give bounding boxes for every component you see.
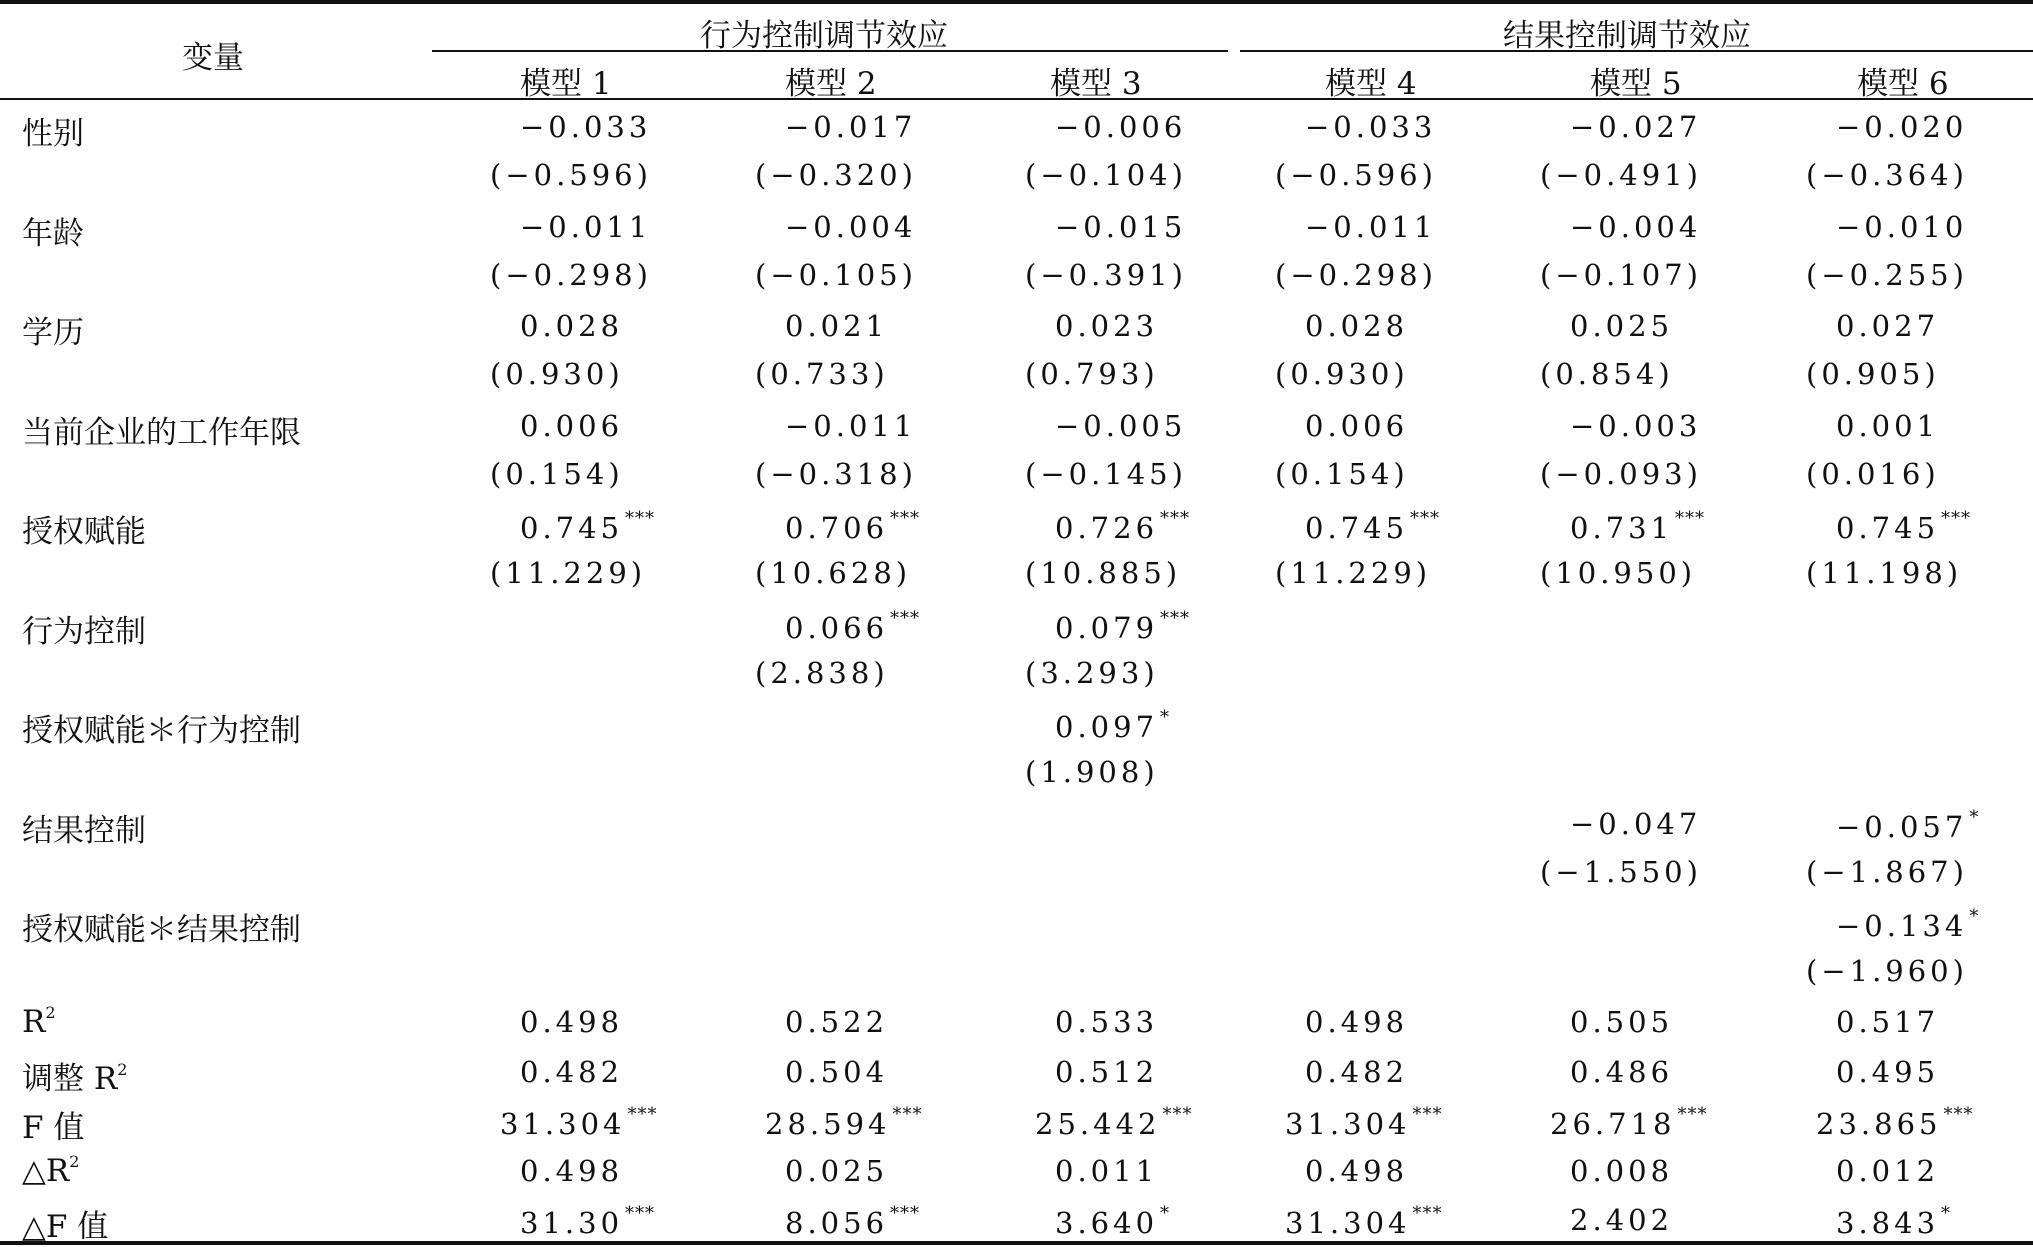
stat-cell	[1570, 1154, 1673, 1188]
coef-cell	[1570, 409, 1701, 443]
stat-label	[22, 1003, 56, 1040]
coef-cell-value: 0.706	[785, 511, 889, 545]
t-value-cell-value: (−0.093)	[1540, 456, 1702, 491]
t-value-cell-value: (0.733)	[755, 357, 889, 391]
t-value-cell-value: (−0.596)	[1275, 158, 1437, 192]
coef-cell	[1055, 409, 1186, 443]
coef-cell	[1055, 508, 1190, 545]
t-value-cell	[1025, 457, 1187, 491]
coef-cell-value: −0.006	[1055, 110, 1187, 144]
t-value-cell-value: (0.905)	[1806, 357, 1940, 391]
t-value-cell-value: (−0.104)	[1025, 158, 1187, 192]
stat-cell-value: 23.865	[1816, 1107, 1942, 1141]
coef-cell-value: −0.004	[785, 209, 917, 244]
significance-stars: ***	[892, 1104, 923, 1125]
coef-cell-value: −0.004	[1570, 209, 1702, 244]
significance-stars: ***	[890, 508, 921, 529]
t-value-cell-value: (2.838)	[755, 655, 889, 690]
coef-cell	[785, 508, 920, 545]
significance-stars: *	[1969, 906, 1980, 927]
significance-stars: ***	[890, 1203, 921, 1224]
t-value-cell-value: (0.793)	[1025, 357, 1159, 391]
t-value-cell	[1540, 258, 1702, 292]
coef-cell-value: −0.027	[1570, 110, 1702, 144]
coef-cell	[1836, 409, 1939, 443]
significance-stars: ***	[890, 607, 921, 629]
header-bottom-rule	[0, 98, 2033, 100]
outcome-group-header: 结果控制调节效应	[1503, 18, 1751, 54]
coef-cell	[785, 608, 920, 645]
row-label: 学历	[22, 315, 84, 351]
stat-cell-value: 3.843	[1836, 1206, 1940, 1240]
stat-cell-value: 0.498	[1305, 1005, 1409, 1039]
stat-cell	[1305, 1055, 1408, 1089]
significance-stars: *	[1160, 1203, 1171, 1224]
stat-label-text: 调整 R	[22, 1060, 118, 1097]
stat-cell-value: 28.594	[765, 1107, 891, 1141]
significance-stars: *	[1160, 707, 1171, 728]
coef-cell	[1305, 409, 1408, 443]
coef-cell-value: 0.025	[1570, 309, 1674, 343]
model-header-3: 模型 3	[1050, 66, 1142, 102]
coef-cell	[1305, 110, 1436, 144]
stat-cell-value: 31.304	[500, 1107, 626, 1141]
t-value-cell	[1275, 357, 1409, 391]
coef-cell	[785, 409, 916, 443]
coef-cell	[520, 309, 623, 343]
coef-cell-value: 0.726	[1055, 511, 1159, 545]
stat-cell	[1570, 1203, 1673, 1237]
coef-cell	[1055, 608, 1190, 645]
t-value-cell-value: (−0.320)	[755, 158, 917, 192]
stat-cell	[520, 1005, 623, 1039]
t-value-cell-value: (10.885)	[1025, 556, 1182, 590]
stat-label-text: F 值	[22, 1110, 85, 1146]
coef-cell	[1055, 210, 1186, 244]
t-value-cell	[490, 158, 652, 192]
stat-cell	[785, 1005, 888, 1039]
coef-cell-value: 0.027	[1836, 309, 1940, 343]
model-header-2: 模型 2	[785, 66, 877, 102]
stat-cell-value: 0.486	[1570, 1054, 1674, 1089]
coef-cell	[1055, 707, 1170, 744]
stat-label-text: △R	[22, 1152, 70, 1189]
t-value-cell	[1025, 755, 1159, 789]
t-value-cell-value: (−0.491)	[1540, 158, 1702, 192]
stat-label	[22, 1201, 108, 1246]
significance-stars: ***	[1675, 508, 1706, 529]
row-label: 结果控制	[22, 812, 146, 849]
t-value-cell-value: (−0.391)	[1025, 257, 1187, 292]
coef-cell-value: −0.033	[1305, 110, 1437, 144]
stat-cell	[1836, 1055, 1939, 1089]
stat-cell	[785, 1203, 920, 1240]
t-value-cell-value: (3.293)	[1025, 655, 1159, 690]
row-label: 当前企业的工作年限	[22, 414, 301, 451]
row-label: 行为控制	[22, 613, 146, 650]
coef-cell	[1570, 110, 1701, 144]
stat-cell	[1550, 1104, 1707, 1141]
top-rule	[0, 0, 2033, 4]
significance-stars: *	[1941, 1203, 1952, 1224]
t-value-cell-value: (0.854)	[1540, 357, 1674, 391]
t-value-cell	[1806, 457, 1940, 491]
t-value-cell	[490, 357, 624, 391]
coef-cell	[1055, 309, 1158, 343]
t-value-cell	[755, 258, 917, 292]
significance-stars: ***	[1412, 1203, 1443, 1224]
t-value-cell-value: (10.628)	[755, 556, 912, 590]
stat-cell-value: 0.512	[1055, 1054, 1159, 1089]
coef-cell-value: 0.001	[1836, 408, 1940, 443]
superscript: 2	[69, 1151, 80, 1171]
t-value-cell	[1806, 357, 1940, 391]
coef-cell-value: −0.003	[1570, 408, 1702, 443]
t-value-cell-value: (0.930)	[490, 357, 624, 391]
coef-cell-value: −0.005	[1055, 408, 1187, 443]
row-label: 授权赋能＊行为控制	[22, 713, 301, 749]
stat-label	[22, 1102, 84, 1147]
coef-cell-value: 0.097	[1055, 710, 1159, 744]
stat-cell	[1055, 1055, 1158, 1089]
t-value-cell-value: (0.154)	[490, 456, 624, 491]
stat-cell	[1285, 1104, 1442, 1141]
significance-stars: ***	[1162, 1104, 1193, 1125]
variable-header: 变量	[182, 40, 244, 76]
significance-stars: ***	[1677, 1104, 1708, 1125]
coef-cell	[1570, 210, 1701, 244]
coef-cell	[520, 508, 655, 545]
coef-cell-value: 0.066	[785, 610, 889, 645]
t-value-cell-value: (10.950)	[1540, 556, 1697, 590]
t-value-cell-value: (0.930)	[1275, 357, 1409, 391]
coef-cell	[1305, 210, 1436, 244]
stat-cell-value: 2.402	[1570, 1203, 1674, 1237]
stat-cell-value: 8.056	[785, 1206, 889, 1240]
t-value-cell-value: (−0.105)	[755, 257, 917, 292]
coef-cell-value: −0.020	[1836, 110, 1968, 144]
coef-cell	[1570, 807, 1701, 841]
t-value-cell-value: (−0.255)	[1806, 257, 1968, 292]
stat-cell-value: 31.30	[520, 1206, 624, 1240]
model-header-1: 模型 1	[520, 66, 612, 102]
stat-cell	[1305, 1154, 1408, 1188]
t-value-cell-value: (−0.107)	[1540, 257, 1702, 292]
behavior-group-header: 行为控制调节效应	[700, 18, 948, 54]
t-value-cell-value: (11.198)	[1806, 556, 1963, 590]
superscript: 2	[117, 1059, 128, 1079]
coef-cell	[520, 210, 651, 244]
coef-cell	[1836, 210, 1967, 244]
model-header-4: 模型 4	[1325, 66, 1417, 102]
stat-cell	[520, 1055, 623, 1089]
coef-cell	[520, 409, 623, 443]
t-value-cell-value: (−1.867)	[1806, 854, 1968, 889]
stat-cell-value: 26.718	[1550, 1107, 1676, 1141]
coef-cell-value: −0.011	[1305, 209, 1437, 244]
coef-cell	[520, 110, 651, 144]
stat-cell	[1836, 1154, 1939, 1188]
stat-cell-value: 0.504	[785, 1054, 889, 1089]
coef-cell	[1305, 508, 1440, 545]
coef-cell-value: 0.023	[1055, 309, 1159, 343]
t-value-cell-value: (−0.298)	[490, 257, 652, 292]
t-value-cell	[1540, 357, 1674, 391]
coef-cell	[1570, 508, 1705, 545]
t-value-cell	[1806, 258, 1968, 292]
t-value-cell	[1806, 954, 1968, 988]
stat-cell-value: 0.522	[785, 1005, 889, 1039]
stat-cell-value: 0.517	[1836, 1005, 1940, 1039]
significance-stars: ***	[1160, 607, 1191, 629]
t-value-cell-value: (−0.298)	[1275, 257, 1437, 292]
coef-cell	[1305, 309, 1408, 343]
t-value-cell-value: (0.016)	[1806, 456, 1940, 491]
stat-cell	[785, 1055, 888, 1089]
stat-cell-value: 0.498	[1305, 1153, 1409, 1188]
coef-cell-value: −0.010	[1836, 209, 1968, 244]
t-value-cell	[1275, 258, 1437, 292]
stat-cell	[1305, 1005, 1408, 1039]
superscript: 2	[45, 1003, 56, 1022]
t-value-cell	[490, 258, 652, 292]
stat-cell-value: 0.505	[1570, 1005, 1674, 1039]
coef-cell-value: 0.006	[1305, 408, 1409, 443]
coef-cell-value: 0.028	[520, 309, 624, 343]
t-value-cell	[1540, 158, 1702, 192]
stat-cell-value: 0.008	[1570, 1153, 1674, 1188]
coef-cell-value: 0.731	[1570, 511, 1674, 545]
t-value-cell-value: (11.229)	[1275, 556, 1432, 590]
t-value-cell	[1540, 855, 1702, 889]
stat-label-text: R	[22, 1004, 46, 1040]
coef-cell-value: 0.079	[1055, 610, 1159, 645]
stat-cell-value: 0.482	[1305, 1054, 1409, 1089]
coef-cell-value: −0.011	[785, 408, 917, 443]
t-value-cell	[1025, 258, 1187, 292]
stat-cell	[520, 1203, 655, 1240]
t-value-cell-value: (11.229)	[490, 556, 647, 590]
stat-cell-value: 3.640	[1055, 1206, 1159, 1240]
stat-cell-value: 0.498	[520, 1005, 624, 1039]
coef-cell-value: −0.015	[1055, 209, 1187, 244]
stat-cell-value: 0.495	[1836, 1054, 1940, 1089]
stat-cell	[520, 1154, 623, 1188]
coef-cell	[1570, 309, 1673, 343]
stat-cell	[500, 1104, 657, 1141]
stat-cell	[1570, 1055, 1673, 1089]
stat-cell	[785, 1154, 888, 1188]
significance-stars: ***	[627, 1104, 658, 1125]
t-value-cell-value: (−0.364)	[1806, 158, 1968, 192]
t-value-cell-value: (−0.318)	[755, 456, 917, 491]
coef-cell-value: 0.028	[1305, 309, 1409, 343]
t-value-cell	[1025, 357, 1159, 391]
stat-cell	[1285, 1203, 1442, 1240]
bottom-rule	[0, 1241, 2033, 1245]
t-value-cell	[1540, 556, 1696, 590]
coef-cell-value: −0.134	[1836, 909, 1968, 943]
t-value-cell-value: (−0.596)	[490, 158, 652, 192]
significance-stars: ***	[1410, 508, 1441, 529]
stat-cell	[1035, 1104, 1192, 1141]
coef-cell-value: 0.745	[520, 511, 624, 545]
stat-cell-value: 0.012	[1836, 1153, 1940, 1188]
coef-cell-value: 0.745	[1305, 511, 1409, 545]
t-value-cell-value: (−0.145)	[1025, 456, 1187, 491]
stat-cell-value: 0.011	[1055, 1153, 1159, 1188]
row-label: 年龄	[22, 215, 84, 252]
coef-cell-value: −0.033	[520, 110, 652, 144]
t-value-cell	[755, 656, 889, 690]
coef-cell-value: −0.017	[785, 110, 917, 144]
t-value-cell-value: (−1.550)	[1540, 854, 1702, 889]
model-header-6: 模型 6	[1857, 66, 1949, 102]
t-value-cell	[1806, 158, 1968, 192]
stat-cell-value: 31.304	[1285, 1206, 1411, 1240]
stat-cell	[1816, 1104, 1973, 1141]
stat-cell	[1055, 1005, 1158, 1039]
stat-cell-value: 0.025	[785, 1153, 889, 1188]
coef-cell	[1836, 110, 1967, 144]
t-value-cell	[1025, 556, 1181, 590]
t-value-cell	[755, 158, 917, 192]
stat-cell-value: 0.533	[1055, 1005, 1159, 1039]
row-label: 性别	[22, 116, 84, 152]
stat-cell	[1836, 1005, 1939, 1039]
t-value-cell	[1275, 158, 1437, 192]
t-value-cell-value: (0.154)	[1275, 456, 1409, 491]
stat-cell-value: 31.304	[1285, 1107, 1411, 1141]
stat-cell	[1055, 1154, 1158, 1188]
stat-cell-value: 0.482	[520, 1054, 624, 1089]
row-label: 授权赋能	[22, 514, 146, 550]
coef-cell-value: −0.047	[1570, 806, 1702, 841]
coef-cell-value: 0.021	[785, 309, 889, 343]
t-value-cell	[755, 457, 917, 491]
t-value-cell	[1540, 457, 1702, 491]
significance-stars: ***	[1941, 508, 1972, 529]
t-value-cell	[1806, 855, 1968, 889]
t-value-cell	[490, 556, 646, 590]
t-value-cell-value: (1.908)	[1025, 755, 1159, 789]
coef-cell	[1836, 807, 1979, 844]
t-value-cell	[755, 556, 911, 590]
stat-cell-value: 25.442	[1035, 1107, 1161, 1141]
significance-stars: ***	[625, 508, 656, 529]
coef-cell-value: 0.006	[520, 408, 624, 443]
coef-cell	[1836, 508, 1971, 545]
stat-cell	[765, 1104, 922, 1141]
significance-stars: ***	[625, 1203, 656, 1224]
t-value-cell	[1025, 158, 1187, 192]
row-label: 授权赋能＊结果控制	[22, 912, 301, 948]
coef-cell	[1055, 110, 1186, 144]
coef-cell-value: −0.057	[1836, 809, 1968, 844]
significance-stars: ***	[1412, 1104, 1443, 1125]
model-header-5: 模型 5	[1590, 66, 1682, 102]
t-value-cell-value: (−1.960)	[1806, 954, 1968, 988]
coef-cell	[1836, 906, 1979, 943]
coef-cell	[785, 110, 916, 144]
stat-label	[22, 1053, 127, 1098]
significance-stars: *	[1969, 806, 1980, 828]
t-value-cell	[490, 457, 624, 491]
stat-cell	[1836, 1203, 1951, 1240]
stat-label	[22, 1152, 79, 1189]
stat-cell	[1570, 1005, 1673, 1039]
coef-cell	[785, 309, 888, 343]
t-value-cell	[1025, 656, 1159, 690]
coef-cell	[785, 210, 916, 244]
coef-cell-value: 0.745	[1836, 511, 1940, 545]
coef-cell	[1836, 309, 1939, 343]
t-value-cell	[1275, 457, 1409, 491]
stat-cell	[1055, 1203, 1170, 1240]
stat-cell-value: 0.498	[520, 1153, 624, 1188]
stat-label-text: △F 值	[22, 1209, 109, 1245]
significance-stars: ***	[1160, 508, 1191, 529]
coef-cell-value: −0.011	[520, 209, 652, 244]
significance-stars: ***	[1943, 1104, 1974, 1125]
t-value-cell	[1275, 556, 1431, 590]
t-value-cell	[755, 357, 889, 391]
t-value-cell	[1806, 556, 1962, 590]
